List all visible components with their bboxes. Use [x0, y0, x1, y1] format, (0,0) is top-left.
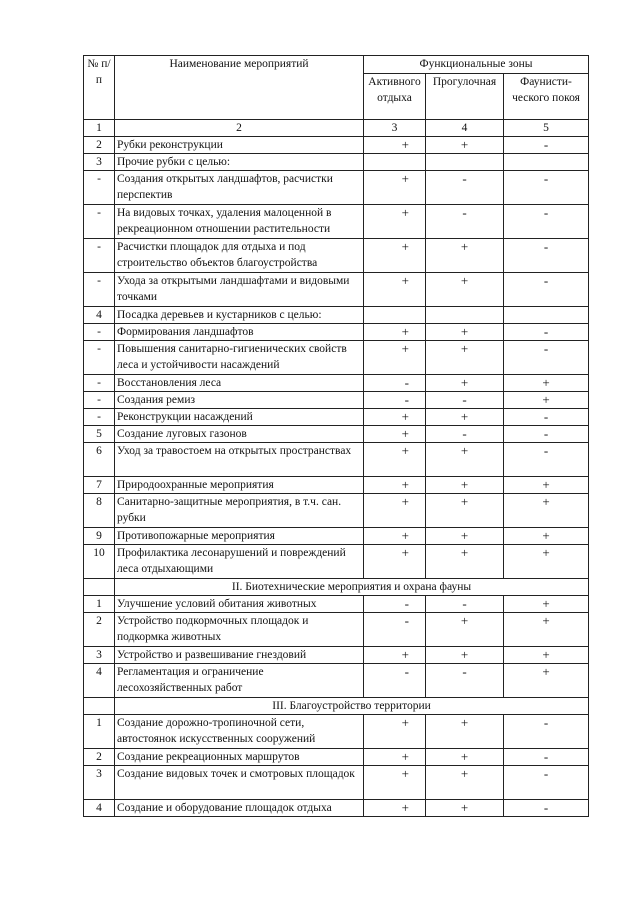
row-number: -	[84, 409, 115, 426]
table-row	[84, 307, 589, 324]
mark-active: +	[364, 800, 426, 817]
mark-walk	[426, 307, 504, 324]
mark-active: +	[364, 409, 426, 426]
row-number: 4	[84, 664, 115, 698]
row-name: Создания ремиз	[115, 392, 364, 409]
col-num-5: 5	[504, 120, 589, 137]
row-number: 5	[84, 426, 115, 443]
row-number: -	[84, 239, 115, 273]
mark-fauna: +	[504, 596, 589, 613]
row-number: -	[84, 341, 115, 375]
table-row	[84, 749, 589, 766]
mark-active	[364, 307, 426, 324]
row-name: Повышения санитарно-гигиенических свойств леса и устойчивости насаждений	[115, 341, 364, 375]
mark-walk: +	[426, 528, 504, 545]
mark-active: +	[364, 647, 426, 664]
table-row	[84, 596, 589, 613]
mark-active: +	[364, 494, 426, 528]
mark-fauna: -	[504, 205, 589, 239]
mark-walk: +	[426, 494, 504, 528]
mark-active: +	[364, 341, 426, 375]
row-number: 1	[84, 715, 115, 749]
header-num: № п/п	[84, 56, 115, 120]
mark-walk	[426, 154, 504, 171]
row-name: Создание и оборудование площадок отдыха	[115, 800, 364, 817]
mark-walk: -	[426, 392, 504, 409]
mark-walk: -	[426, 426, 504, 443]
row-number: 9	[84, 528, 115, 545]
mark-fauna: -	[504, 800, 589, 817]
mark-fauna: +	[504, 647, 589, 664]
mark-fauna: -	[504, 749, 589, 766]
table-row	[84, 137, 589, 154]
row-name: Реконструкции насаждений	[115, 409, 364, 426]
row-number: 3	[84, 766, 115, 800]
row-name: Создание видовых точек и смотровых площадок	[115, 766, 364, 800]
mark-walk: +	[426, 647, 504, 664]
table-row	[84, 647, 589, 664]
mark-walk: +	[426, 409, 504, 426]
row-name: Улучшение условий обитания животных	[115, 596, 364, 613]
table-row	[84, 324, 589, 341]
table-row	[84, 528, 589, 545]
mark-active: +	[364, 766, 426, 800]
row-name: Устройство подкормочных площадок и подкормка животных	[115, 613, 364, 647]
mark-active: -	[364, 596, 426, 613]
mark-fauna: +	[504, 664, 589, 698]
row-name: Устройство и развешивание гнездовий	[115, 647, 364, 664]
mark-active: +	[364, 239, 426, 273]
mark-active: +	[364, 749, 426, 766]
row-name: Восстановления леса	[115, 375, 364, 392]
mark-walk: -	[426, 171, 504, 205]
col-num-1: 1	[84, 120, 115, 137]
mark-active: +	[364, 171, 426, 205]
row-name: Создание рекреационных маршрутов	[115, 749, 364, 766]
mark-walk: +	[426, 715, 504, 749]
row-name: На видовых точках, удаления малоценной в рекреационном отношении растительности	[115, 205, 364, 239]
row-name: Регламентация и ограничение лесохозяйственных работ	[115, 664, 364, 698]
mark-walk: -	[426, 205, 504, 239]
row-number: 8	[84, 494, 115, 528]
row-name: Расчистки площадок для отдыха и под строительство объектов благоустройства	[115, 239, 364, 273]
mark-fauna: -	[504, 171, 589, 205]
table-row	[84, 494, 589, 528]
row-name: Создание луговых газонов	[115, 426, 364, 443]
mark-active	[364, 154, 426, 171]
table-row	[84, 477, 589, 494]
row-number: 3	[84, 154, 115, 171]
table-row	[84, 154, 589, 171]
mark-fauna: -	[504, 273, 589, 307]
mark-walk: +	[426, 545, 504, 579]
measures-table	[83, 55, 589, 817]
table-row	[84, 239, 589, 273]
mark-fauna: +	[504, 477, 589, 494]
table-row	[84, 205, 589, 239]
mark-fauna: -	[504, 137, 589, 154]
col-num-2: 2	[115, 120, 364, 137]
mark-active: +	[364, 715, 426, 749]
table-row	[84, 766, 589, 800]
mark-fauna: -	[504, 443, 589, 477]
row-name: Ухода за открытыми ландшафтами и видовыми точками	[115, 273, 364, 307]
mark-walk: -	[426, 596, 504, 613]
header-zones: Функциональные зоны	[364, 56, 589, 74]
row-number: 4	[84, 800, 115, 817]
mark-walk: +	[426, 800, 504, 817]
section-3-title: III. Благоустройство территории	[115, 698, 589, 715]
row-number: 7	[84, 477, 115, 494]
mark-fauna	[504, 307, 589, 324]
mark-active: +	[364, 137, 426, 154]
table-row	[84, 664, 589, 698]
row-name: Формирования ландшафтов	[115, 324, 364, 341]
row-number: -	[84, 375, 115, 392]
row-number: 2	[84, 137, 115, 154]
mark-walk: +	[426, 375, 504, 392]
row-number: 2	[84, 613, 115, 647]
header-zone-active: Активного отдыха	[364, 74, 426, 120]
section-2-spacer	[84, 579, 115, 596]
row-name: Рубки реконструкции	[115, 137, 364, 154]
mark-walk: +	[426, 749, 504, 766]
mark-active: -	[364, 392, 426, 409]
header-name: Наименование мероприятий	[115, 56, 364, 120]
mark-active: +	[364, 324, 426, 341]
mark-active: +	[364, 528, 426, 545]
row-name: Создания открытых ландшафтов, расчистки перспектив	[115, 171, 364, 205]
header-zone-walk: Прогулочная	[426, 74, 504, 120]
mark-fauna: -	[504, 239, 589, 273]
mark-active: +	[364, 273, 426, 307]
row-name: Создание дорожно-тропиночной сети, автостоянок искусственных сооружений	[115, 715, 364, 749]
table-row	[84, 375, 589, 392]
mark-walk: -	[426, 664, 504, 698]
mark-active: +	[364, 426, 426, 443]
row-name: Посадка деревьев и кустарников с целью:	[115, 307, 364, 324]
mark-walk: +	[426, 239, 504, 273]
col-num-3: 3	[364, 120, 426, 137]
mark-fauna: -	[504, 409, 589, 426]
mark-active: +	[364, 443, 426, 477]
mark-fauna	[504, 154, 589, 171]
mark-walk: +	[426, 477, 504, 494]
table-row	[84, 392, 589, 409]
mark-walk: +	[426, 613, 504, 647]
mark-walk: +	[426, 443, 504, 477]
mark-fauna: +	[504, 392, 589, 409]
row-number: 3	[84, 647, 115, 664]
mark-active: +	[364, 205, 426, 239]
mark-fauna: +	[504, 545, 589, 579]
mark-fauna: -	[504, 426, 589, 443]
mark-walk: +	[426, 324, 504, 341]
mark-active: -	[364, 375, 426, 392]
header-zone-fauna: Фаунисти-ческого покоя	[504, 74, 589, 120]
mark-fauna: +	[504, 613, 589, 647]
table-row	[84, 715, 589, 749]
table-row	[84, 613, 589, 647]
row-number: -	[84, 273, 115, 307]
mark-fauna: +	[504, 494, 589, 528]
mark-fauna: -	[504, 324, 589, 341]
mark-fauna: +	[504, 375, 589, 392]
mark-fauna: +	[504, 528, 589, 545]
table-row	[84, 800, 589, 817]
row-name: Уход за травостоем на открытых пространствах	[115, 443, 364, 477]
row-name: Противопожарные мероприятия	[115, 528, 364, 545]
section-2-title: II. Биотехнические мероприятия и охрана фауны	[115, 579, 589, 596]
row-number: 6	[84, 443, 115, 477]
row-number: -	[84, 392, 115, 409]
section-2-body	[84, 596, 589, 698]
table-row	[84, 545, 589, 579]
mark-walk: +	[426, 137, 504, 154]
mark-walk: +	[426, 341, 504, 375]
row-name: Природоохранные мероприятия	[115, 477, 364, 494]
mark-active: +	[364, 545, 426, 579]
mark-fauna: -	[504, 715, 589, 749]
mark-active: -	[364, 613, 426, 647]
row-number: -	[84, 171, 115, 205]
table-row	[84, 171, 589, 205]
row-number: 4	[84, 307, 115, 324]
row-name: Профилактика лесонарушений и повреждений леса отдыхающими	[115, 545, 364, 579]
section-3-spacer	[84, 698, 115, 715]
row-number: -	[84, 324, 115, 341]
table-row	[84, 409, 589, 426]
mark-walk: +	[426, 273, 504, 307]
mark-active: +	[364, 477, 426, 494]
mark-walk: +	[426, 766, 504, 800]
row-number: 1	[84, 596, 115, 613]
row-number: 2	[84, 749, 115, 766]
table-row	[84, 426, 589, 443]
row-name: Санитарно-защитные мероприятия, в т.ч. сан. рубки	[115, 494, 364, 528]
table-row	[84, 341, 589, 375]
col-num-4: 4	[426, 120, 504, 137]
row-number: -	[84, 205, 115, 239]
row-name: Прочие рубки с целью:	[115, 154, 364, 171]
mark-active: -	[364, 664, 426, 698]
section-3-body	[84, 715, 589, 817]
mark-fauna: -	[504, 341, 589, 375]
mark-fauna: -	[504, 766, 589, 800]
section-1-body	[84, 137, 589, 579]
table-row	[84, 443, 589, 477]
row-number: 10	[84, 545, 115, 579]
table-row	[84, 273, 589, 307]
